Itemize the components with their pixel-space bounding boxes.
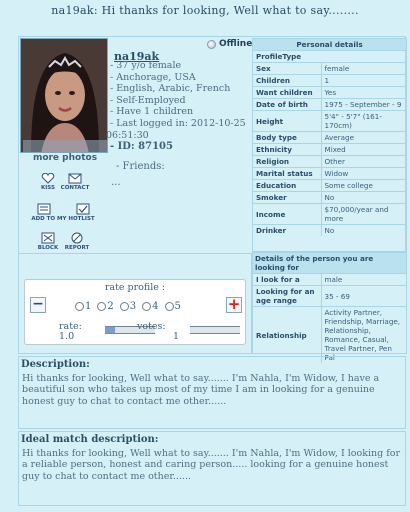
detail-key: Body type [253, 132, 321, 144]
description-title: Description: [21, 359, 90, 370]
detail-value: female [321, 63, 406, 75]
looking-key: I look for a [253, 274, 321, 286]
report-label: REPORT [64, 245, 90, 251]
friends-more[interactable]: ... [111, 177, 121, 188]
status-label: Offline [219, 39, 253, 49]
looking-value: Activity Partner, Friendship, Marriage, Relationship, Romance, Casual, Travel Partner, Pen Pal [321, 307, 406, 364]
profile-summary [106, 60, 255, 153]
rating-option-5[interactable] [165, 301, 181, 312]
ideal-match-title: Ideal match description: [21, 434, 159, 445]
rate-value: 1.0 [59, 331, 75, 342]
detail-value: Yes [321, 87, 406, 99]
rating-option-3[interactable] [120, 301, 136, 312]
votes-label: votes: [137, 321, 166, 332]
detail-key: Marital status [253, 168, 321, 180]
block-icon [41, 232, 55, 244]
profile-username[interactable]: na19ak [114, 50, 160, 63]
personal-details-table [252, 38, 407, 252]
detail-value: No [321, 192, 406, 204]
last-login: - Last logged in: 2012-10-25 06:51:30 [106, 117, 246, 141]
detail-value: 1975 - September - 9 [321, 99, 406, 111]
rating-option-label: 3 [129, 301, 137, 312]
ideal-match-text: Hi thanks for looking, Well what to say....... I'm Nahla, I'm Widow, I looking for a reliable person, honest and caring person..... looking for a genuine honest guy to chat to contact me other...... [22, 447, 400, 482]
detail-key: Drinker [253, 225, 321, 237]
detail-key: Ethnicity [253, 144, 321, 156]
table-row [253, 204, 406, 225]
detail-key: Smoker [253, 192, 321, 204]
friends-label: - Friends: [116, 161, 165, 172]
detail-key: Religion [253, 156, 321, 168]
contact-button[interactable] [60, 173, 90, 191]
detail-value: 5'4" - 5'7" (161-170cm) [321, 111, 406, 132]
table-row [253, 111, 406, 132]
list-icon [37, 203, 51, 215]
hotlist-label: ADD TO MY HOTLIST [31, 216, 95, 222]
rate-plus-button[interactable]: + [227, 295, 241, 313]
profile-type-label: ProfileType [253, 51, 406, 63]
rating-option-2[interactable] [97, 301, 113, 312]
votes-value: 1 [173, 331, 180, 342]
detail-value: Widow [321, 168, 406, 180]
detail-key: Children [253, 75, 321, 87]
detail-value: No [321, 225, 406, 237]
radio-icon [120, 302, 129, 311]
looking-key: Relationship [253, 307, 321, 364]
status-dot-icon [207, 40, 216, 49]
table-row [253, 156, 406, 168]
detail-key: Education [253, 180, 321, 192]
rating-option-label: 1 [85, 301, 92, 312]
rating-options [75, 301, 181, 312]
prohibited-icon [71, 232, 83, 244]
languages: - English, Arabic, French [110, 83, 231, 95]
profile-photo[interactable] [20, 38, 108, 153]
table-row [253, 192, 406, 204]
detail-key: Want children [253, 87, 321, 99]
table-row [253, 168, 406, 180]
rate-profile-title: rate profile : [104, 282, 166, 293]
occupation: - Self-Employed [110, 94, 186, 106]
detail-value: 1 [321, 75, 406, 87]
detail-value: Mixed [321, 144, 406, 156]
looking-value: male [321, 274, 406, 286]
table-row [253, 99, 406, 111]
add-to-hotlist-button[interactable] [30, 203, 96, 222]
detail-key: Height [253, 111, 321, 132]
table-row [253, 87, 406, 99]
checklist-icon [76, 203, 90, 215]
votes-bar [190, 326, 240, 334]
looking-key: Looking for an age range [253, 286, 321, 307]
detail-value: Some college [321, 180, 406, 192]
rate-bar-fill [105, 327, 115, 333]
table-row [253, 180, 406, 192]
radio-icon [165, 302, 174, 311]
detail-key: Date of birth [253, 99, 321, 111]
envelope-icon [68, 173, 82, 184]
radio-icon [97, 302, 106, 311]
more-photos-link[interactable]: more photos [32, 153, 98, 163]
report-button[interactable] [62, 232, 92, 251]
rating-option-label: 5 [174, 301, 181, 312]
page-headline: na19ak: Hi thanks for looking, Well what to say........ [51, 4, 359, 17]
rate-profile-widget [24, 279, 246, 345]
age-sex: - 37 y/o female [110, 60, 182, 71]
personal-details-title: Personal details [253, 39, 406, 50]
table-row [253, 144, 406, 156]
looking-for-table [252, 252, 407, 362]
looking-value: 35 - 69 [321, 286, 406, 307]
rating-option-label: 4 [152, 301, 159, 312]
radio-icon [142, 302, 151, 311]
table-row [253, 63, 406, 75]
contact-label: CONTACT [60, 185, 90, 191]
detail-key: Sex [253, 63, 321, 75]
detail-value: $70,000/year and more [321, 204, 406, 225]
detail-value: Average [321, 132, 406, 144]
rate-minus-button[interactable]: − [30, 297, 46, 313]
radio-icon [75, 302, 84, 311]
description-text: Hi thanks for looking, Well what to say....... I'm Nahla, I'm Widow, I have a beautiful son who takes up most of my time I am in looking for a genuine honest guy to chat to contact me other...... [22, 372, 380, 407]
table-row [253, 274, 406, 286]
table-row [253, 286, 406, 307]
description-section [18, 356, 406, 429]
location: - Anchorage, USA [110, 71, 196, 83]
table-row [253, 75, 406, 87]
rating-option-label: 2 [107, 301, 114, 312]
rating-option-4[interactable] [142, 301, 158, 312]
table-row [253, 132, 406, 144]
heart-icon [41, 173, 55, 184]
children-count: - Have 1 children [110, 106, 194, 118]
block-button[interactable] [36, 232, 60, 251]
profile-id: - ID: 87105 [110, 141, 173, 153]
table-row [253, 225, 406, 237]
rating-option-1[interactable] [75, 301, 91, 312]
detail-value: Other [321, 156, 406, 168]
table-row [253, 307, 406, 364]
kiss-button[interactable] [36, 173, 60, 191]
kiss-label: KISS [41, 185, 55, 191]
rate-label: rate: [59, 321, 82, 332]
ideal-match-section [18, 431, 406, 506]
detail-key: Income [253, 204, 321, 225]
looking-for-title: Details of the person you are looking for [253, 253, 406, 274]
online-status [207, 39, 252, 49]
block-label: BLOCK [37, 245, 59, 251]
